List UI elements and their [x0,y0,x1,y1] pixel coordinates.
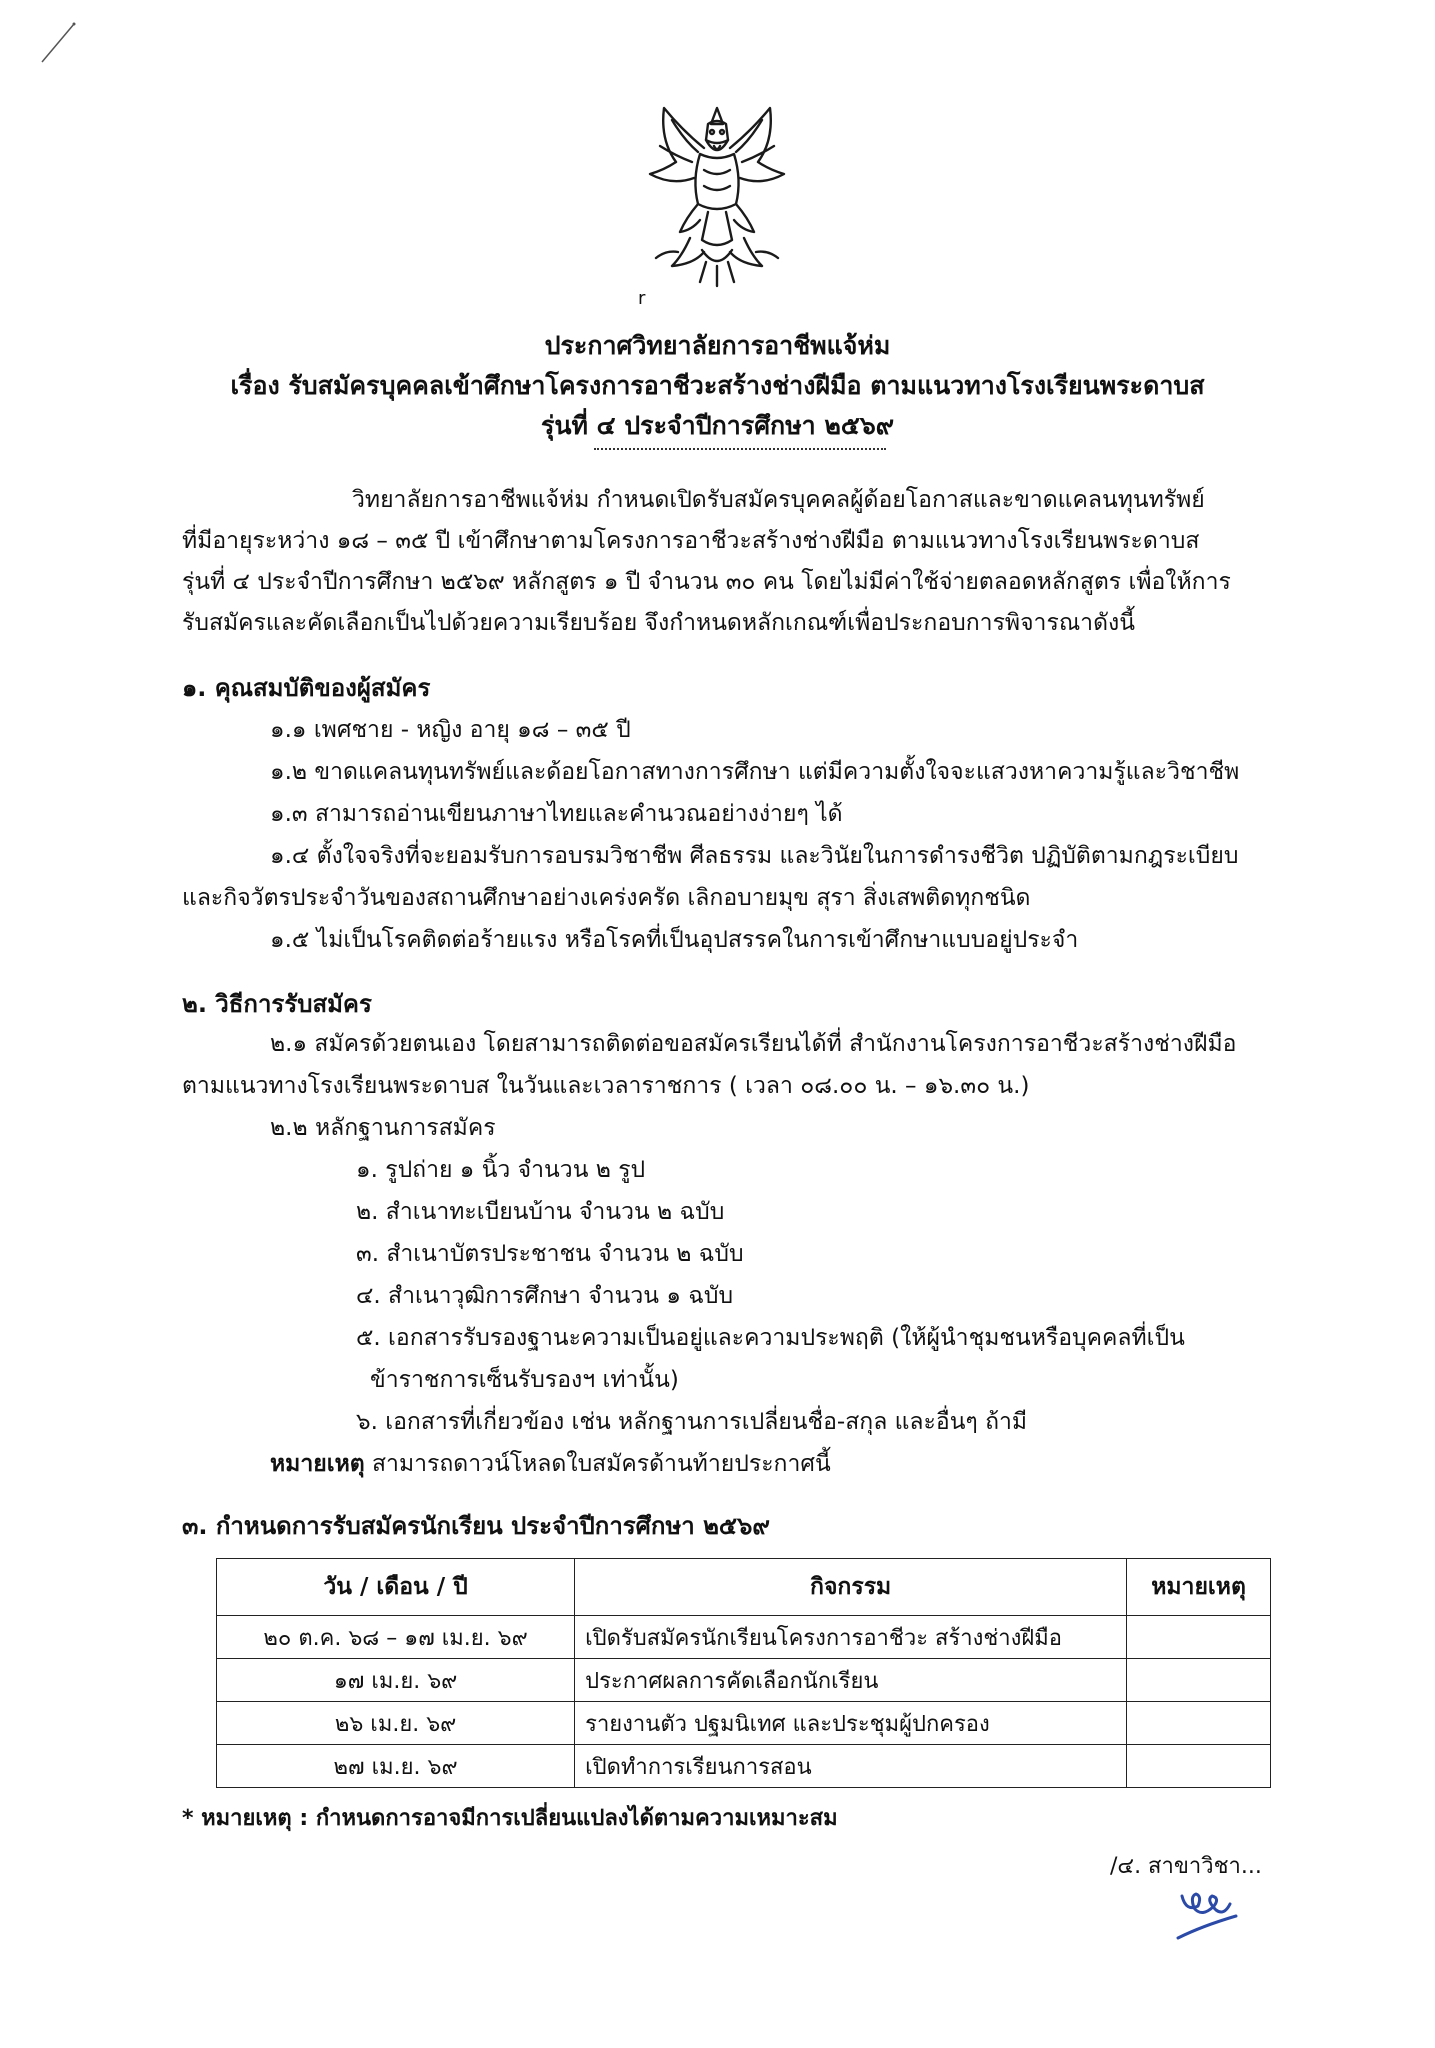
note-label: หมายเหตุ [270,1451,365,1477]
table-row [217,1745,1271,1788]
qualification-item-continued: และกิจวัตรประจำวันของสถานศึกษาอย่างเคร่งครัด เลิกอบายมุข สุรา สิ่งเสพติดทุกชนิด [182,885,1031,911]
document-item: ๕. เอกสารรับรองฐานะความเป็นอยู่และความประพฤติ (ให้ผู้นำชุมชนหรือบุคคลที่เป็น [356,1325,1185,1351]
qualification-item: ๑.๒ ขาดแคลนทุนทรัพย์และด้อยโอกาสทางการศึกษา แต่มีความตั้งใจจะแสวงหาความรู้และวิชาชีพ [270,759,1240,785]
section-2-title: ๒. วิธีการรับสมัคร [182,990,372,1018]
intro-line-2: ที่มีอายุระหว่าง ๑๘ – ๓๕ ปี เข้าศึกษาตามโครงการอาชีวะสร้างช่างฝีมือ ตามแนวทางโรงเรียนพระดาบส [182,528,1200,554]
signature-icon [1172,1886,1242,1946]
intro-line-3: รุ่นที่ ๔ ประจำปีการศึกษา ๒๕๖๙ หลักสูตร ๑ ปี จำนวน ๓๐ คน โดยไม่มีค่าใช้จ่ายตลอดหลักสูตร เพื่อให้การ [182,569,1231,595]
required-documents-heading: ๒.๒ หลักฐานการสมัคร [270,1115,496,1141]
activity-cell: เปิดรับสมัครนักเรียนโครงการอาชีวะ สร้างช่างฝีมือ [575,1616,1127,1659]
qualification-item: ๑.๔ ตั้งใจจริงที่จะยอมรับการอบรมวิชาชีพ ศีลธรรม และวินัยในการดำรงชีวิต ปฏิบัติตามกฎระเบียบ [270,843,1239,869]
qualification-item: ๑.๓ สามารถอ่านเขียนภาษาไทยและคำนวณอย่างง่ายๆ ได้ [270,801,843,827]
qualification-item: ๑.๕ ไม่เป็นโรคติดต่อร้ายแรง หรือโรคที่เป็นอุปสรรคในการเข้าศึกษาแบบอยู่ประจำ [270,927,1079,953]
intro-line-4: รับสมัครและคัดเลือกเป็นไปด้วยความเรียบร้อย จึงกำหนดหลักเกณฑ์เพื่อประกอบการพิจารณาดังนี้ [182,610,1135,636]
date-cell: ๑๗ เม.ย. ๖๙ [217,1659,575,1702]
document-item: ๑. รูปถ่าย ๑ นิ้ว จำนวน ๒ รูป [356,1157,646,1183]
application-method-continued: ตามแนวทางโรงเรียนพระดาบส ในวันและเวลาราชการ ( เวลา ๐๘.๐๐ น. – ๑๖.๓๐ น.) [182,1073,1030,1099]
qualification-item: ๑.๑ เพศชาย - หญิง อายุ ๑๘ – ๓๕ ปี [270,717,631,743]
continued-next-page: /๔. สาขาวิชา... [1110,1854,1262,1879]
column-header-remark: หมายเหตุ [1127,1559,1271,1616]
activity-cell: รายงานตัว ปฐมนิเทศ และประชุมผู้ปกครอง [575,1702,1127,1745]
intro-line-1: วิทยาลัยการอาชีพแจ้ห่ม กำหนดเปิดรับสมัครบุคคลผู้ด้อยโอกาสและขาดแคลนทุนทรัพย์ [352,487,1205,513]
download-note [270,1446,831,1482]
pen-scratch-mark [38,18,98,68]
document-item: ๒. สำเนาทะเบียนบ้าน จำนวน ๒ ฉบับ [356,1199,725,1225]
activity-cell: เปิดทำการเรียนการสอน [575,1745,1127,1788]
header-line-3: รุ่นที่ ๔ ประจำปีการศึกษา ๒๕๖๙ [540,411,894,440]
section-3-title: ๓. กำหนดการรับสมัครนักเรียน ประจำปีการศึกษา ๒๕๖๙ [182,1512,770,1540]
note-text: สามารถดาวน์โหลดใบสมัครด้านท้ายประกาศนี้ [364,1451,831,1477]
header-line-2: เรื่อง รับสมัครบุคคลเข้าศึกษาโครงการอาชีวะสร้างช่างฝีมือ ตามแนวทางโรงเรียนพระดาบส [230,371,1205,400]
remark-cell [1127,1745,1271,1788]
dotted-separator [594,448,886,450]
document-item: ๔. สำเนาวุฒิการศึกษา จำนวน ๑ ฉบับ [356,1283,734,1309]
date-cell: ๒๐ ต.ค. ๖๘ – ๑๗ เม.ย. ๖๙ [217,1616,575,1659]
remark-cell [1127,1659,1271,1702]
activity-cell: ประกาศผลการคัดเลือกนักเรียน [575,1659,1127,1702]
date-cell: ๒๗ เม.ย. ๖๙ [217,1745,575,1788]
date-cell: ๒๖ เม.ย. ๖๙ [217,1702,575,1745]
remark-cell [1127,1616,1271,1659]
table-row [217,1616,1271,1659]
table-row [217,1702,1271,1745]
garuda-emblem-icon [642,100,792,290]
section-1-title: ๑. คุณสมบัติของผู้สมัคร [182,674,431,702]
schedule-footnote: * หมายเหตุ : กำหนดการอาจมีการเปลี่ยนแปลงได้ตามความเหมาะสม [182,1806,838,1831]
table-header-row [217,1559,1271,1616]
document-item-continued: ข้าราชการเซ็นรับรองฯ เท่านั้น) [370,1367,679,1393]
schedule-table [216,1558,1271,1788]
remark-cell [1127,1702,1271,1745]
document-item: ๓. สำเนาบัตรประชาชน จำนวน ๒ ฉบับ [356,1241,744,1267]
column-header-activity: กิจกรรม [575,1559,1127,1616]
tick-mark: r [638,288,646,309]
application-method: ๒.๑ สมัครด้วยตนเอง โดยสามารถติดต่อขอสมัครเรียนได้ที่ สำนักงานโครงการอาชีวะสร้างช่างฝีมือ [270,1031,1237,1057]
header-line-1: ประกาศวิทยาลัยการอาชีพแจ้ห่ม [544,331,891,360]
column-header-date: วัน / เดือน / ปี [217,1559,575,1616]
table-row [217,1659,1271,1702]
document-item: ๖. เอกสารที่เกี่ยวข้อง เช่น หลักฐานการเปลี่ยนชื่อ-สกุล และอื่นๆ ถ้ามี [356,1409,1028,1435]
